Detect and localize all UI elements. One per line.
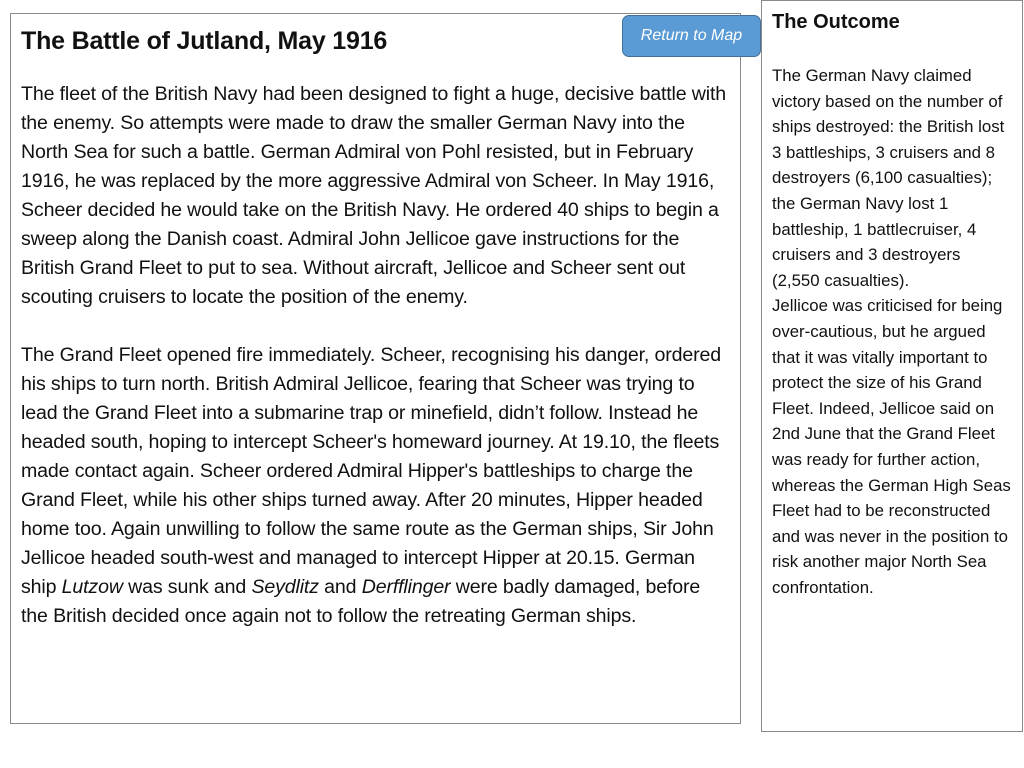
paragraph-2-text: The Grand Fleet opened fire immediately. Scheer, recognising his danger, ordered his ships to turn north. British Admiral Jellicoe, fearing that Scheer was trying to lead the Grand Fleet into a submarine trap or minefield, didn’t follow. Instead he headed south, hoping to intercept Scheer's homeward journey. At 19.10, the fleets made contact again. Scheer ordered Admiral Hipper's battleships to charge the Grand Fleet, while his other ships turned away. After 20 minutes, Hipper headed home too. Again unwilling to follow the same route as the German ships, Sir John Jellicoe headed south-west and managed to intercept Hipper at 20.15. German ship xyxy=(21,344,721,598)
main-paragraph-2 xyxy=(21,341,730,631)
paragraph-2-text: and xyxy=(318,576,362,598)
ship-name-lutzow: Lutzow xyxy=(61,576,123,598)
ship-name-derfflinger: Derfflinger xyxy=(361,576,451,598)
outcome-paragraph-1: The German Navy claimed victory based on the number of ships destroyed: the British lost 3 battleships, 3 cruisers and 8 destroyers (6,100 casualties); the German Navy lost 1 battleship, 1 battlecruiser, 4 cruisers and 3 destroyers (2,550 casualties). xyxy=(772,66,1005,290)
ship-name-seydlitz: Seydlitz xyxy=(251,576,319,598)
main-content-panel xyxy=(10,13,741,724)
paragraph-2-text: were badly damaged, before the British decided once again not to follow the retreating German ships. xyxy=(21,576,701,627)
return-to-map-button[interactable]: Return to Map xyxy=(622,15,761,57)
page-title: The Battle of Jutland, May 1916 xyxy=(21,27,388,55)
outcome-panel xyxy=(761,0,1023,732)
main-paragraph-1: The fleet of the British Navy had been designed to fight a huge, decisive battle with the enemy. So attempts were made to draw the smaller German Navy into the North Sea for such a battle. German Admiral von Pohl resisted, but in February 1916, he was replaced by the more aggressive Admiral von Scheer. In May 1916, Scheer decided he would take on the British Navy. He ordered 40 ships to begin a sweep along the Danish coast. Admiral John Jellicoe gave instructions for the British Grand Fleet to put to sea. Without aircraft, Jellicoe and Scheer sent out scouting cruisers to locate the position of the enemy. xyxy=(21,83,727,308)
outcome-paragraph-2: Jellicoe was criticised for being over-cautious, but he argued that it was vitally important to protect the size of his Grand Fleet. Indeed, Jellicoe said on 2nd June that the Grand Fleet was ready for further action, whereas the German High Seas Fleet had to be reconstructed and was never in the position to risk another major North Sea confrontation. xyxy=(772,296,1011,597)
paragraph-2-text: was sunk and xyxy=(122,576,252,598)
outcome-title: The Outcome xyxy=(772,11,900,33)
